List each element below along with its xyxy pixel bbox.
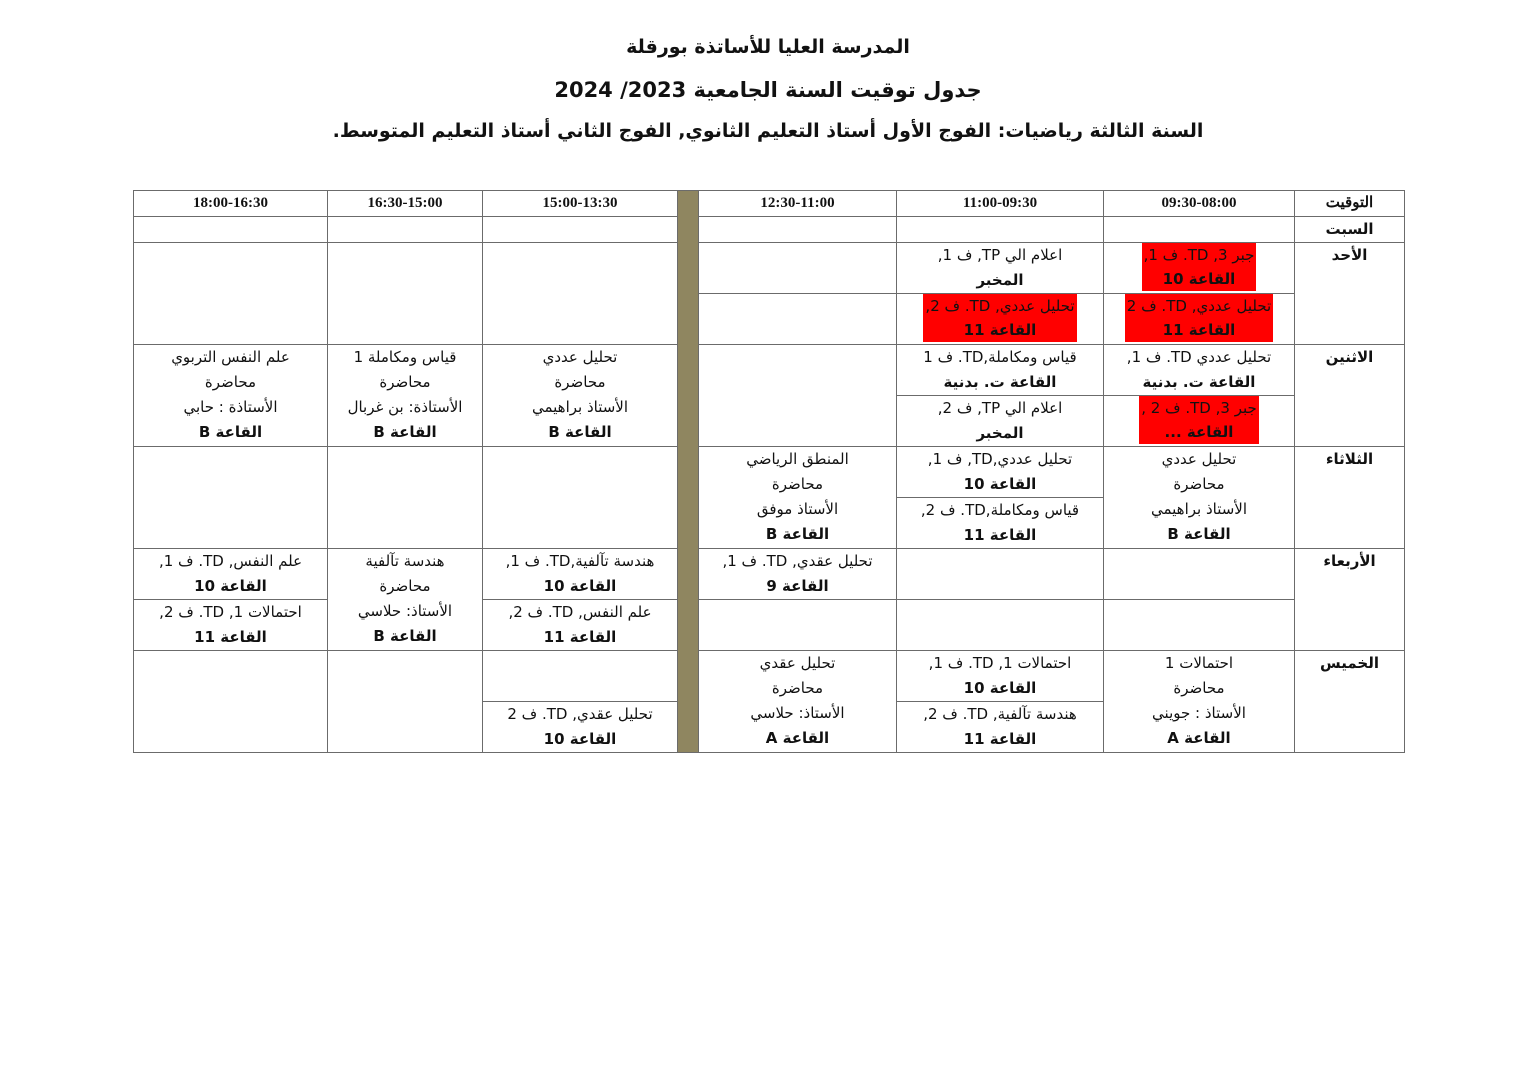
session-cell	[134, 600, 328, 651]
empty-cell	[483, 651, 678, 702]
sat-slot-4	[483, 217, 678, 243]
time-header-row	[134, 191, 1405, 217]
session-room: القاعة 10	[1162, 270, 1236, 288]
lecture-teacher: الأستاذ موفق	[756, 500, 839, 518]
session-title: هندسة تآلفية, TD. ف 2,	[923, 705, 1077, 723]
sat-slot-5	[328, 217, 483, 243]
school-name: المدرسة العليا للأساتذة بورقلة	[626, 36, 910, 58]
session-room: المخبر	[976, 271, 1024, 289]
empty-cell	[897, 600, 1104, 651]
session-cell	[897, 447, 1104, 498]
day-tuesday: الثلاثاء	[1295, 447, 1405, 549]
lecture-type: محاضرة	[379, 373, 431, 391]
slot-header-5: 16:30-15:00	[328, 191, 483, 217]
day-sunday: الأحد	[1295, 243, 1405, 345]
lecture-title: قياس ومكاملة 1	[353, 348, 457, 366]
lecture-teacher: الأستاذة: بن غربال	[347, 398, 463, 416]
session-title: اعلام الي TP, ف 1,	[937, 246, 1063, 264]
lecture-room: القاعة B	[373, 423, 437, 441]
session-title: تحليل عددي, TD. ف 2	[1126, 297, 1272, 315]
empty-cell	[483, 447, 678, 549]
cancelled-session	[923, 294, 1076, 342]
lecture-room: القاعة B	[548, 423, 612, 441]
lecture-teacher: الأستاذة : حابي	[183, 398, 278, 416]
lecture-type: محاضرة	[204, 373, 257, 391]
session-title: احتمالات 1, TD. ف 2,	[159, 603, 302, 621]
session-room: القاعة 9	[766, 577, 829, 595]
empty-cell	[483, 243, 678, 345]
empty-cell	[699, 243, 897, 294]
session-cell	[1104, 243, 1295, 294]
lecture-title: علم النفس التربوي	[171, 348, 290, 366]
slot-header-2: 11:00-09:30	[897, 191, 1104, 217]
empty-cell	[1104, 549, 1295, 600]
lunch-separator	[678, 191, 699, 753]
session-cell	[897, 345, 1104, 396]
lecture-type: محاضرة	[554, 373, 606, 391]
session-title: قياس ومكاملة,TD. ف 2,	[920, 501, 1080, 519]
session-title: جبر 3, TD. ف 1,	[1143, 246, 1255, 264]
empty-cell	[328, 243, 483, 345]
lecture-room: القاعة A	[765, 729, 830, 747]
session-cell	[134, 549, 328, 600]
lecture-title: تحليل عددي	[1161, 450, 1237, 468]
session-room: القاعة ت. بدنية	[943, 373, 1057, 391]
slot-header-3: 12:30-11:00	[699, 191, 897, 217]
session-title: احتمالات 1, TD. ف 1,	[928, 654, 1072, 672]
page-subtitle: السنة الثالثة رياضيات: الفوج الأول أستاذ التعليم الثانوي, الفوج الثاني أستاذ التعليم المتوسط.	[332, 120, 1204, 142]
session-room: القاعة 10	[963, 475, 1037, 493]
empty-cell	[134, 651, 328, 753]
cancelled-session	[1125, 294, 1273, 342]
tuesday-row-a	[134, 447, 1405, 498]
lecture-room: القاعة B	[1167, 525, 1231, 543]
lecture-teacher: الأستاذ : جويني	[1152, 704, 1246, 722]
session-title: تحليل عددي, TD. ف 2,	[925, 297, 1075, 315]
day-thursday: الخميس	[1295, 651, 1405, 753]
empty-cell	[1104, 600, 1295, 651]
lecture-type: محاضرة	[1173, 475, 1225, 493]
lecture-title: احتمالات 1	[1164, 654, 1234, 672]
lecture-teacher: الأستاذ: حلاسي	[357, 602, 453, 620]
session-title: هندسة تآلفية,TD. ف 1,	[505, 552, 655, 570]
session-room: القاعة ت. بدنية	[1142, 373, 1256, 391]
session-cell	[1104, 396, 1295, 447]
lecture-cell	[699, 651, 897, 753]
lecture-cell	[134, 345, 328, 447]
session-room: القاعة 10	[543, 730, 617, 748]
session-cell	[483, 600, 678, 651]
session-cell	[483, 549, 678, 600]
lecture-title: تحليل عددي	[542, 348, 618, 366]
session-room: القاعة 10	[194, 577, 267, 595]
session-cell	[897, 498, 1104, 549]
thursday-row-a	[134, 651, 1405, 702]
lecture-teacher: الأستاذ براهيمي	[1150, 500, 1248, 518]
lecture-cell	[1104, 651, 1295, 753]
lecture-type: محاضرة	[771, 475, 824, 493]
session-title: علم النفس, TD. ف 1,	[158, 552, 303, 570]
lecture-title: المنطق الرياضي	[746, 450, 849, 468]
session-room: القاعة 10	[963, 679, 1037, 697]
session-cell	[699, 549, 897, 600]
session-title: جبر 3, TD. ف 2 ,	[1141, 399, 1257, 417]
sat-slot-1	[1104, 217, 1295, 243]
session-cell	[897, 651, 1104, 702]
lecture-cell	[699, 447, 897, 549]
monday-row-a	[134, 345, 1405, 396]
lecture-type: محاضرة	[771, 679, 824, 697]
lecture-type: محاضرة	[1173, 679, 1225, 697]
wednesday-row-b	[134, 600, 1405, 651]
session-title: تحليل عددي TD. ف 1,	[1126, 348, 1272, 366]
timetable	[133, 190, 1405, 753]
empty-cell	[328, 651, 483, 753]
session-title: تحليل عقدي, TD. ف 1,	[722, 552, 873, 570]
empty-cell	[134, 243, 328, 345]
lecture-title: تحليل عقدي	[759, 654, 836, 672]
session-room: القاعة 11	[963, 321, 1037, 339]
empty-cell	[699, 345, 897, 447]
lecture-cell	[1104, 447, 1295, 549]
session-room: المخبر	[976, 424, 1024, 442]
lecture-teacher: الأستاذ براهيمي	[531, 398, 629, 416]
slot-header-1: 09:30-08:00	[1104, 191, 1295, 217]
session-title: اعلام الي TP, ف 2,	[937, 399, 1063, 417]
session-title: تحليل عقدي, TD. ف 2	[507, 705, 653, 723]
session-cell	[897, 243, 1104, 294]
sat-slot-2	[897, 217, 1104, 243]
lecture-teacher: الأستاذ: حلاسي	[750, 704, 845, 722]
session-cell	[1104, 345, 1295, 396]
session-cell	[1104, 294, 1295, 345]
wednesday-row-a	[134, 549, 1405, 600]
lecture-room: القاعة B	[198, 423, 263, 441]
session-cell	[897, 396, 1104, 447]
session-title: علم النفس, TD. ف 2,	[508, 603, 652, 621]
session-room: القاعة 11	[963, 730, 1037, 748]
empty-cell	[699, 294, 897, 345]
lecture-cell	[328, 549, 483, 651]
page-title: جدول توقيت السنة الجامعية 2023/ 2024	[554, 78, 982, 102]
session-cell	[897, 294, 1104, 345]
empty-cell	[897, 549, 1104, 600]
sat-slot-3	[699, 217, 897, 243]
session-room: القاعة 11	[1162, 321, 1236, 339]
cancelled-session	[1142, 243, 1257, 291]
day-monday: الاثنين	[1295, 345, 1405, 447]
slot-header-6: 18:00-16:30	[134, 191, 328, 217]
day-wednesday: الأربعاء	[1295, 549, 1405, 651]
session-title: تحليل عددي,TD, ف 1,	[927, 450, 1073, 468]
time-label: التوقيت	[1295, 191, 1405, 217]
lecture-room: القاعة B	[765, 525, 830, 543]
session-room: القاعة ...	[1164, 423, 1234, 441]
empty-cell	[134, 447, 328, 549]
session-room: القاعة 10	[543, 577, 617, 595]
lecture-cell	[483, 345, 678, 447]
lecture-cell	[328, 345, 483, 447]
session-title: قياس ومكاملة,TD. ف 1	[923, 348, 1077, 366]
session-room: القاعة 11	[194, 628, 267, 646]
lecture-room: القاعة A	[1167, 729, 1231, 747]
session-room: القاعة 11	[963, 526, 1037, 544]
session-room: القاعة 11	[543, 628, 617, 646]
sat-slot-6	[134, 217, 328, 243]
lecture-room: القاعة B	[373, 627, 437, 645]
slot-header-4: 15:00-13:30	[483, 191, 678, 217]
lecture-type: محاضرة	[379, 577, 431, 595]
lecture-title: هندسة تآلفية	[365, 552, 445, 570]
session-cell	[897, 702, 1104, 753]
empty-cell	[699, 600, 897, 651]
saturday-row	[134, 217, 1405, 243]
day-saturday: السبت	[1295, 217, 1405, 243]
empty-cell	[328, 447, 483, 549]
sunday-row-a	[134, 243, 1405, 294]
session-cell	[483, 702, 678, 753]
cancelled-session	[1139, 396, 1259, 444]
